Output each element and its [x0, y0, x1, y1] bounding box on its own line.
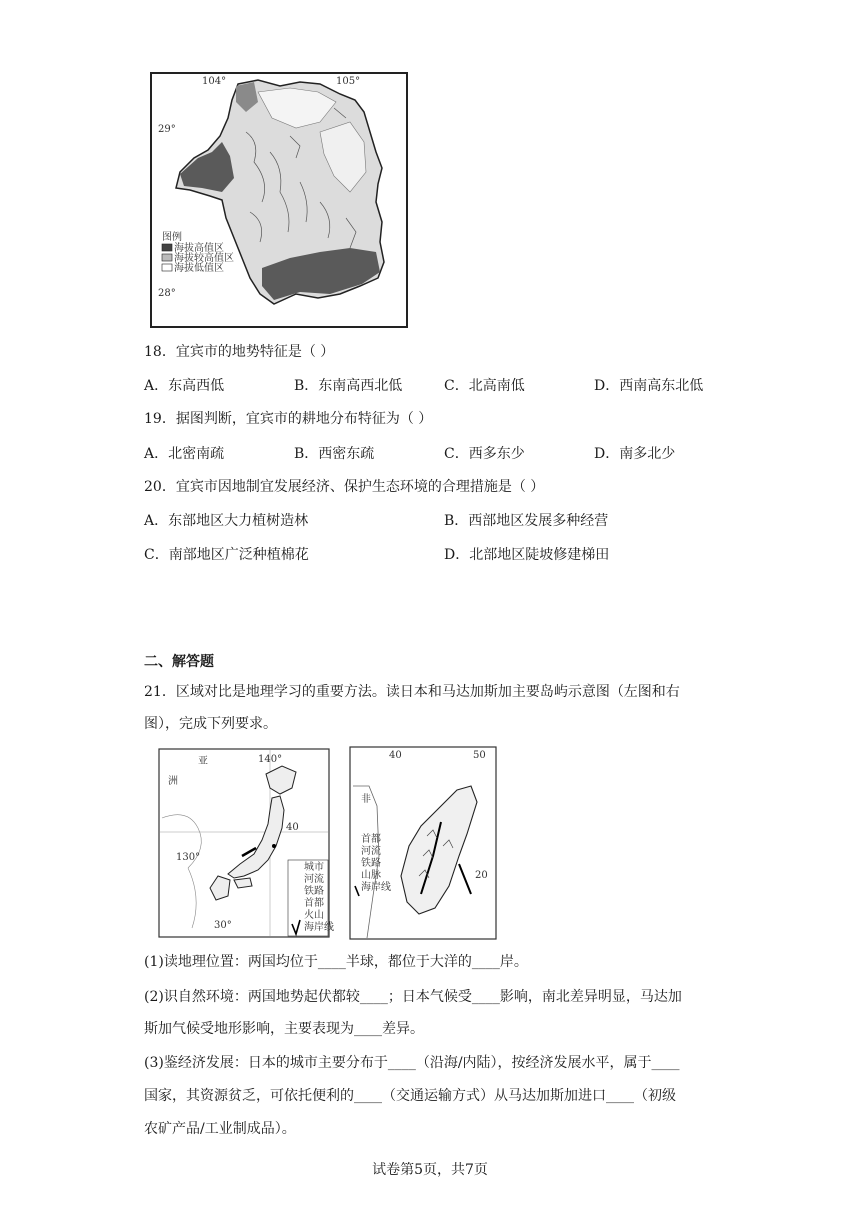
mad-legend-river: 河流 [361, 846, 381, 857]
japan-label-40: 40 [286, 822, 299, 833]
madagascar-label-fei: 非 [361, 794, 371, 805]
mad-legend-mountain: 山脉 [361, 870, 381, 881]
mad-legend-capital: 首都 [361, 834, 381, 845]
question-18-option-b: B．东南高西北低 [294, 378, 403, 394]
question-20-option-c: C．南部地区广泛种植棉花 [144, 547, 309, 563]
question-21-intro-line1: 21．区域对比是地理学习的重要方法。读日本和马达加斯加主要岛屿示意图（左图和右 [144, 684, 680, 700]
japan-legend-city: 城市 [304, 862, 324, 873]
madagascar-label-20: 20 [475, 870, 488, 881]
japan-label-140: 140° [258, 754, 283, 765]
question-19-option-d: D．南多北少 [594, 446, 676, 462]
lon-label-104: 104° [202, 76, 227, 87]
question-20-option-a: A．东部地区大力植树造林 [144, 513, 309, 529]
madagascar-label-50: 50 [473, 750, 486, 761]
question-21-part3-line2: 国家，其资源贫乏，可依托便利的____（交通运输方式）从马达加斯加进口____（初级 [144, 1088, 676, 1104]
japan-legend-volcano: 火山 [304, 910, 324, 921]
mad-legend-rail: 铁路 [361, 858, 381, 869]
japan-legend-capital: 首都 [304, 898, 324, 909]
question-20-option-b: B．西部地区发展多种经营 [444, 513, 609, 529]
question-21-part3-line3: 农矿产品/工业制成品）。 [144, 1121, 296, 1137]
page-footer: 试卷第5页，共7页 [372, 1162, 488, 1178]
question-21-part1: (1)读地理位置：两国均位于____半球，都位于大洋的____岸。 [144, 954, 528, 970]
mad-legend-coast: 海岸线 [361, 882, 391, 893]
yibin-elevation-map [150, 72, 408, 328]
japan-label-130: 130° [176, 852, 201, 863]
question-20-option-d: D．北部地区陡坡修建梯田 [444, 547, 610, 563]
madagascar-map [349, 746, 497, 940]
japan-legend-rail: 铁路 [304, 886, 324, 897]
japan-legend [288, 860, 334, 936]
question-18-option-d: D．西南高东北低 [594, 378, 704, 394]
question-21-part3-line1: (3)鉴经济发展：日本的城市主要分布于____（沿海/内陆），按经济发展水平，属于____ [144, 1055, 680, 1071]
japan-label-zhou: 洲 [168, 776, 178, 787]
japan-legend-coast: 海岸线 [304, 922, 334, 933]
japan-label-ya: 亚 [198, 756, 208, 767]
lat-label-28: 28° [158, 288, 176, 299]
japan-map [158, 748, 334, 938]
question-21-part2-line1: (2)识自然环境：两国地势起伏都较____；日本气候受____影响，南北差异明显，马达加 [144, 989, 682, 1005]
question-18-option-a: A．东高西低 [144, 378, 225, 394]
question-21-intro-line2: 图），完成下列要求。 [144, 716, 277, 732]
question-18-option-c: C．北高南低 [444, 378, 525, 394]
question-19-option-b: B．西密东疏 [294, 446, 375, 462]
legend-title: 图例 [162, 232, 182, 243]
question-19-option-a: A．北密南疏 [144, 446, 225, 462]
question-18-stem: 18．宜宾市的地势特征是（ ） [144, 344, 335, 360]
legend-item-low: 海拔低值区 [174, 263, 224, 274]
lat-label-29: 29° [158, 124, 176, 135]
question-21-part2-line2: 斯加气候受地形影响，主要表现为____差异。 [144, 1021, 424, 1037]
lon-label-105: 105° [336, 76, 361, 87]
question-20-stem: 20．宜宾市因地制宜发展经济、保护生态环境的合理措施是（ ） [144, 479, 545, 495]
question-19-stem: 19．据图判断，宜宾市的耕地分布特征为（ ） [144, 411, 433, 427]
section-title: 二、解答题 [144, 654, 214, 670]
japan-label-30: 30° [214, 920, 232, 931]
legend-item-mid: 海拔较高值区 [174, 253, 234, 264]
question-19-option-c: C．西多东少 [444, 446, 525, 462]
japan-legend-river: 河流 [304, 874, 324, 885]
madagascar-label-40: 40 [389, 750, 402, 761]
legend-item-high: 海拔高值区 [174, 243, 224, 254]
